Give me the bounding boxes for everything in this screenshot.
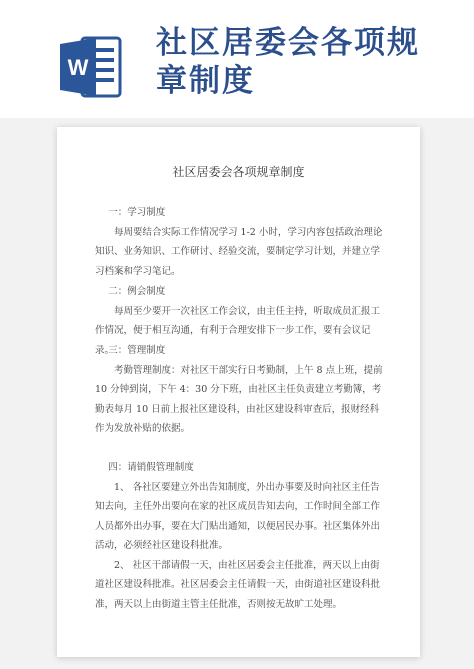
section-study xyxy=(95,203,387,281)
list-item: 1、 各社区要建立外出告知制度，外出办事要及时向社区主任告知去向，主任外出要向在家的社区成员告知去向，工作时间全部工作人员都外出办事，要在大门贴出通知，以便居民办事。社区集体外出活动，必须经社区建设科批准。 xyxy=(95,481,381,551)
section-heading: 一：学习制度 xyxy=(108,207,166,218)
section-leave xyxy=(95,458,387,614)
section-body: 每周要结合实际工作情况学习 1-2 小时，学习内容包括政治理论知识、业务知识、工作研讨、经验交流，要制定学习计划，并建立学习档案和学习笔记。 xyxy=(95,226,383,277)
title-line-1: 社区居委会各项规 xyxy=(156,25,420,61)
header xyxy=(0,0,474,118)
list-item: 2、 社区干部请假一天，由社区居委会主任批准，两天以上由街道社区建设科批准。社区居委会主任请假一天，由街道社区建设科批准，两天以上由街道主管主任批准，否则按无故旷工处理。 xyxy=(95,559,381,610)
document-title: 社区居委会各项规章制度 xyxy=(172,165,305,179)
word-icon xyxy=(60,34,122,100)
section-body: 考勤管理制度：对社区干部实行日考勤制，上午 8 点上班，提前 10 分钟到岗，下午 4：30 分下班，由社区主任负责建立考勤簿，考勤表每月 10 日前上报社区建设科，由社区建设科审查后，报财经科作为发放补贴的依据。 xyxy=(95,364,383,434)
svg-text:W: W xyxy=(67,55,89,80)
section-heading: 三：管理制度 xyxy=(108,345,166,356)
section-heading: 二：例会制度 xyxy=(108,286,166,297)
title-line-2: 章制度 xyxy=(156,63,255,99)
section-management xyxy=(95,341,387,439)
page-title xyxy=(156,24,456,100)
document-page xyxy=(57,127,420,657)
section-heading: 四：请销假管理制度 xyxy=(108,462,194,473)
section-body: 每周至少要开一次社区工作会议，由主任主持，听取成员汇报工作情况，便于相互沟通，有利于合理安排下一步工作，要有会议记录。 xyxy=(95,305,381,356)
